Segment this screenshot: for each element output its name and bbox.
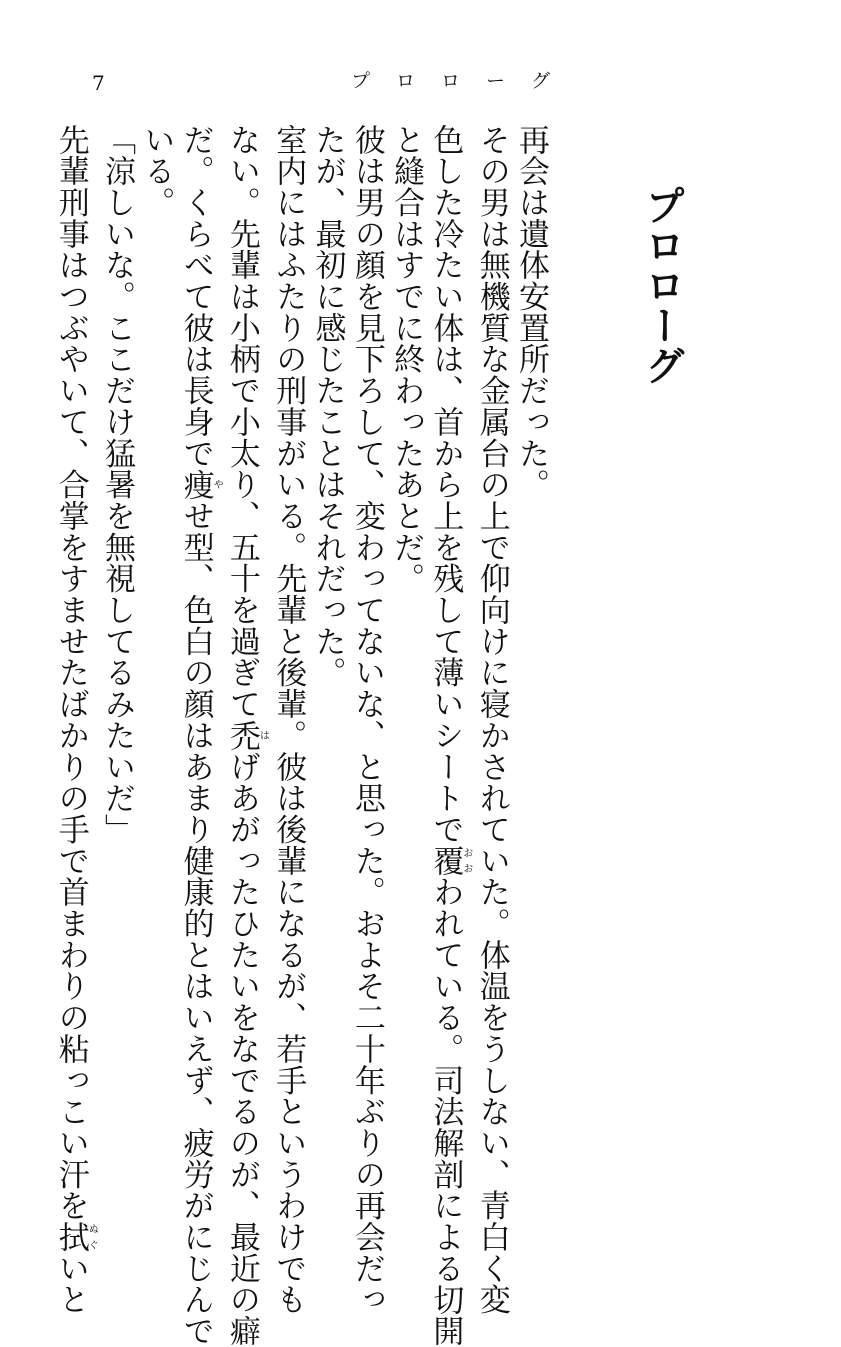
ruby-base-text: 覆 (427, 845, 464, 877)
body-text-segment: たが、最初に感じたことはそれだった。 (309, 124, 346, 689)
running-head: プロローグ (351, 70, 577, 92)
ruby-base-text: 禿 (223, 719, 260, 752)
ruby-reading-text: おお (460, 845, 472, 877)
body-text-segment: その男は無機質な金属台の上で仰向けに寝かされていた。体温をうしない、青白く変 (473, 124, 510, 1316)
body-text-segment: 彼は男の顔を見下ろして、変わってないな、と思った。およそ二十年ぶりの再会だっ (348, 124, 385, 1316)
body-text-segment: 「涼しいな。ここだけ猛暑を無視してるみたいだ」 (99, 124, 136, 846)
ruby-base-text: 拭 (52, 1221, 89, 1253)
body-text-column (50, 124, 98, 1316)
body-text-segment: いと (52, 1252, 89, 1316)
body-text-column (268, 124, 307, 1316)
body-text-column (386, 124, 425, 1114)
ruby-reading-text: は (257, 719, 269, 752)
body-text-column (307, 124, 346, 1114)
body-text-column (175, 124, 223, 1347)
body-text-segment: せ型、色白の顔はあまり健康的とはいえず、疲労がにじんで (177, 500, 214, 1347)
body-text-segment: と縫合はすでに終わったあとだ。 (388, 124, 425, 595)
vertical-body-text (52, 124, 550, 1347)
body-text-column (471, 124, 510, 1316)
body-text-column (511, 124, 550, 1114)
ruby-reading-text: や (211, 468, 223, 501)
ruby-reading-text: ぬぐ (86, 1221, 98, 1253)
body-text-segment: 色した冷たい体は、首から上を残して薄いシートで (427, 124, 464, 846)
body-text-column (136, 124, 175, 1114)
body-text-column (425, 124, 472, 1347)
ruby-annotation (177, 468, 223, 501)
body-text-segment: 室内にはふたりの刑事がいる。先輩と後輩。彼は後輩になるが、若手というわけでも (270, 124, 307, 1316)
page-number: 7 (92, 71, 105, 95)
chapter-title: プロローグ (638, 185, 686, 385)
body-text-segment: われている。司法解剖による切開 (427, 876, 464, 1347)
body-text-segment: 先輩刑事はつぶやいて、合掌をすませたばかりの手で首まわりの粘っこい汗を (52, 124, 89, 1222)
body-text-segment: ない。先輩は小柄で小太り、五十を過ぎて (223, 124, 260, 720)
body-text-segment: いる。 (138, 124, 175, 219)
body-text-segment: だ。くらべて彼は長身で (177, 124, 214, 469)
body-text-segment: 再会は遺体安置所だった。 (513, 124, 549, 501)
body-text-column (97, 124, 136, 1114)
body-text-column (347, 124, 386, 1316)
body-text-column (222, 124, 269, 1347)
ruby-annotation (52, 1221, 98, 1253)
ruby-annotation (223, 719, 269, 752)
body-text-segment: げあがったひたいをなでるのが、最近の癖 (223, 751, 260, 1347)
ruby-annotation (427, 845, 472, 877)
ruby-base-text: 痩 (177, 468, 214, 501)
